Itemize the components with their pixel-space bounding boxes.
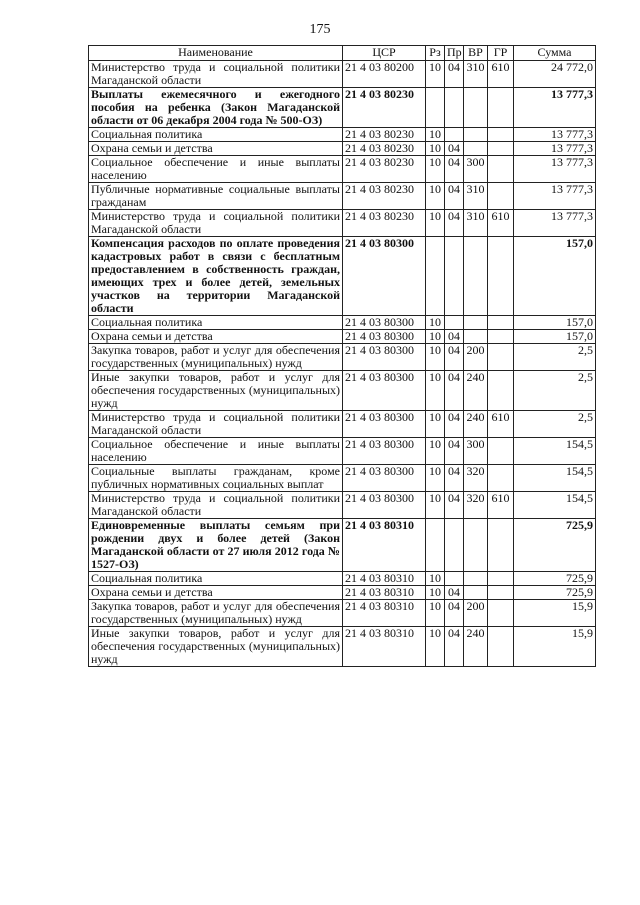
cell-name: Социальное обеспечение и иные выплаты населению xyxy=(89,438,343,465)
cell-gr xyxy=(488,627,514,667)
cell-sum: 15,9 xyxy=(514,600,596,627)
cell-name: Охрана семьи и детства xyxy=(89,330,343,344)
cell-vr: 300 xyxy=(464,438,488,465)
cell-vr xyxy=(464,88,488,128)
cell-name: Выплаты ежемесячного и ежегодного пособия на ребенка (Закон Магаданской области от 06 декабря 2004 года № 500-ОЗ) xyxy=(89,88,343,128)
cell-gr: 610 xyxy=(488,61,514,88)
cell-sum: 157,0 xyxy=(514,237,596,316)
cell-sum: 13 777,3 xyxy=(514,156,596,183)
cell-sum: 725,9 xyxy=(514,586,596,600)
cell-sum: 13 777,3 xyxy=(514,183,596,210)
cell-name: Министерство труда и социальной политики Магаданской области xyxy=(89,61,343,88)
cell-csr: 21 4 03 80300 xyxy=(343,330,426,344)
cell-pr: 04 xyxy=(445,183,464,210)
cell-sum: 154,5 xyxy=(514,465,596,492)
cell-sum: 2,5 xyxy=(514,344,596,371)
cell-gr: 610 xyxy=(488,210,514,237)
cell-sum: 157,0 xyxy=(514,330,596,344)
header-sum: Сумма xyxy=(514,46,596,61)
cell-vr xyxy=(464,586,488,600)
cell-name: Закупка товаров, работ и услуг для обеспечения государственных (муниципальных) нужд xyxy=(89,344,343,371)
cell-rz: 10 xyxy=(426,61,445,88)
cell-pr: 04 xyxy=(445,371,464,411)
cell-gr xyxy=(488,128,514,142)
cell-rz: 10 xyxy=(426,600,445,627)
cell-gr xyxy=(488,371,514,411)
cell-vr: 200 xyxy=(464,344,488,371)
cell-sum: 24 772,0 xyxy=(514,61,596,88)
cell-name: Социальная политика xyxy=(89,572,343,586)
cell-csr: 21 4 03 80300 xyxy=(343,411,426,438)
table-row xyxy=(89,438,596,465)
header-vr: ВР xyxy=(464,46,488,61)
cell-vr: 320 xyxy=(464,465,488,492)
cell-pr: 04 xyxy=(445,411,464,438)
cell-name: Социальная политика xyxy=(89,316,343,330)
header-rz: Рз xyxy=(426,46,445,61)
cell-gr: 610 xyxy=(488,492,514,519)
cell-name: Публичные нормативные социальные выплаты гражданам xyxy=(89,183,343,210)
cell-pr: 04 xyxy=(445,61,464,88)
cell-csr: 21 4 03 80300 xyxy=(343,492,426,519)
cell-csr: 21 4 03 80230 xyxy=(343,142,426,156)
cell-csr: 21 4 03 80300 xyxy=(343,316,426,330)
cell-pr: 04 xyxy=(445,586,464,600)
page-number: 175 xyxy=(309,22,331,37)
cell-rz: 10 xyxy=(426,411,445,438)
cell-rz xyxy=(426,88,445,128)
table-row xyxy=(89,237,596,316)
table-header-row xyxy=(89,46,596,61)
table-row xyxy=(89,88,596,128)
cell-pr: 04 xyxy=(445,438,464,465)
cell-rz: 10 xyxy=(426,492,445,519)
cell-rz: 10 xyxy=(426,128,445,142)
cell-name: Охрана семьи и детства xyxy=(89,586,343,600)
cell-csr: 21 4 03 80300 xyxy=(343,237,426,316)
table-row xyxy=(89,627,596,667)
cell-vr xyxy=(464,316,488,330)
cell-name: Министерство труда и социальной политики Магаданской области xyxy=(89,411,343,438)
cell-vr: 310 xyxy=(464,210,488,237)
table-row xyxy=(89,600,596,627)
cell-name: Министерство труда и социальной политики Магаданской области xyxy=(89,492,343,519)
table-body xyxy=(89,61,596,667)
header-csr: ЦСР xyxy=(343,46,426,61)
table-row xyxy=(89,371,596,411)
cell-sum: 13 777,3 xyxy=(514,128,596,142)
cell-rz: 10 xyxy=(426,586,445,600)
cell-vr: 240 xyxy=(464,627,488,667)
table-row xyxy=(89,330,596,344)
cell-gr xyxy=(488,142,514,156)
cell-csr: 21 4 03 80230 xyxy=(343,88,426,128)
cell-pr: 04 xyxy=(445,330,464,344)
table-row xyxy=(89,411,596,438)
cell-vr xyxy=(464,128,488,142)
cell-sum: 154,5 xyxy=(514,492,596,519)
table-row xyxy=(89,586,596,600)
cell-gr xyxy=(488,330,514,344)
cell-sum: 154,5 xyxy=(514,438,596,465)
cell-rz: 10 xyxy=(426,156,445,183)
cell-rz xyxy=(426,237,445,316)
table-row xyxy=(89,492,596,519)
cell-pr: 04 xyxy=(445,344,464,371)
table-row xyxy=(89,210,596,237)
cell-gr xyxy=(488,438,514,465)
cell-vr: 310 xyxy=(464,61,488,88)
cell-vr xyxy=(464,330,488,344)
cell-vr: 320 xyxy=(464,492,488,519)
cell-sum: 725,9 xyxy=(514,572,596,586)
cell-rz: 10 xyxy=(426,344,445,371)
cell-gr xyxy=(488,156,514,183)
cell-name: Закупка товаров, работ и услуг для обеспечения государственных (муниципальных) нужд xyxy=(89,600,343,627)
cell-sum: 15,9 xyxy=(514,627,596,667)
cell-csr: 21 4 03 80310 xyxy=(343,627,426,667)
table-row xyxy=(89,344,596,371)
cell-name: Охрана семьи и детства xyxy=(89,142,343,156)
cell-vr: 240 xyxy=(464,411,488,438)
cell-pr: 04 xyxy=(445,465,464,492)
cell-csr: 21 4 03 80230 xyxy=(343,183,426,210)
cell-pr: 04 xyxy=(445,627,464,667)
table-row xyxy=(89,142,596,156)
cell-csr: 21 4 03 80300 xyxy=(343,438,426,465)
header-name: Наименование xyxy=(89,46,343,61)
cell-sum: 725,9 xyxy=(514,519,596,572)
cell-gr xyxy=(488,465,514,492)
cell-gr xyxy=(488,586,514,600)
cell-name: Иные закупки товаров, работ и услуг для обеспечения государственных (муниципальных) нужд xyxy=(89,371,343,411)
cell-rz xyxy=(426,519,445,572)
cell-csr: 21 4 03 80200 xyxy=(343,61,426,88)
cell-vr: 310 xyxy=(464,183,488,210)
cell-pr xyxy=(445,316,464,330)
table-row xyxy=(89,465,596,492)
cell-pr xyxy=(445,237,464,316)
cell-csr: 21 4 03 80300 xyxy=(343,344,426,371)
cell-csr: 21 4 03 80230 xyxy=(343,210,426,237)
cell-name: Компенсация расходов по оплате проведения кадастровых работ в связи с бесплатным предоставлением в собственность граждан, имеющих трех и более детей, земельных участков на территории Магаданской области xyxy=(89,237,343,316)
cell-name: Единовременные выплаты семьям при рождении двух и более детей (Закон Магаданской области от 27 июля 2012 года № 1527-ОЗ) xyxy=(89,519,343,572)
cell-rz: 10 xyxy=(426,142,445,156)
cell-sum: 2,5 xyxy=(514,411,596,438)
cell-csr: 21 4 03 80300 xyxy=(343,465,426,492)
budget-table xyxy=(88,45,596,667)
cell-vr xyxy=(464,237,488,316)
cell-csr: 21 4 03 80230 xyxy=(343,156,426,183)
cell-sum: 13 777,3 xyxy=(514,88,596,128)
cell-rz: 10 xyxy=(426,371,445,411)
cell-pr: 04 xyxy=(445,492,464,519)
cell-pr xyxy=(445,572,464,586)
cell-gr xyxy=(488,316,514,330)
cell-name: Министерство труда и социальной политики Магаданской области xyxy=(89,210,343,237)
cell-csr: 21 4 03 80310 xyxy=(343,586,426,600)
cell-pr xyxy=(445,519,464,572)
cell-vr xyxy=(464,519,488,572)
cell-rz: 10 xyxy=(426,330,445,344)
cell-name: Социальное обеспечение и иные выплаты населению xyxy=(89,156,343,183)
cell-vr: 200 xyxy=(464,600,488,627)
cell-gr xyxy=(488,344,514,371)
table-row xyxy=(89,572,596,586)
table-row xyxy=(89,128,596,142)
cell-name: Иные закупки товаров, работ и услуг для обеспечения государственных (муниципальных) нужд xyxy=(89,627,343,667)
cell-rz: 10 xyxy=(426,465,445,492)
cell-gr xyxy=(488,572,514,586)
cell-csr: 21 4 03 80300 xyxy=(343,371,426,411)
cell-gr xyxy=(488,237,514,316)
cell-rz: 10 xyxy=(426,627,445,667)
cell-csr: 21 4 03 80310 xyxy=(343,600,426,627)
cell-name: Социальные выплаты гражданам, кроме публичных нормативных социальных выплат xyxy=(89,465,343,492)
cell-sum: 13 777,3 xyxy=(514,210,596,237)
table-row xyxy=(89,61,596,88)
cell-csr: 21 4 03 80310 xyxy=(343,572,426,586)
cell-sum: 13 777,3 xyxy=(514,142,596,156)
cell-vr: 300 xyxy=(464,156,488,183)
cell-pr: 04 xyxy=(445,600,464,627)
cell-pr: 04 xyxy=(445,142,464,156)
cell-vr xyxy=(464,142,488,156)
cell-csr: 21 4 03 80230 xyxy=(343,128,426,142)
table-row xyxy=(89,519,596,572)
cell-pr xyxy=(445,128,464,142)
cell-rz: 10 xyxy=(426,572,445,586)
cell-gr xyxy=(488,519,514,572)
cell-vr xyxy=(464,572,488,586)
header-pr: Пр xyxy=(445,46,464,61)
cell-pr: 04 xyxy=(445,156,464,183)
cell-sum: 2,5 xyxy=(514,371,596,411)
table-row xyxy=(89,156,596,183)
cell-vr: 240 xyxy=(464,371,488,411)
cell-sum: 157,0 xyxy=(514,316,596,330)
cell-gr xyxy=(488,183,514,210)
cell-name: Социальная политика xyxy=(89,128,343,142)
header-gr: ГР xyxy=(488,46,514,61)
cell-csr: 21 4 03 80310 xyxy=(343,519,426,572)
cell-pr xyxy=(445,88,464,128)
cell-rz: 10 xyxy=(426,316,445,330)
cell-gr: 610 xyxy=(488,411,514,438)
cell-rz: 10 xyxy=(426,183,445,210)
cell-gr xyxy=(488,600,514,627)
cell-pr: 04 xyxy=(445,210,464,237)
table-row xyxy=(89,316,596,330)
table-row xyxy=(89,183,596,210)
cell-gr xyxy=(488,88,514,128)
cell-rz: 10 xyxy=(426,210,445,237)
cell-rz: 10 xyxy=(426,438,445,465)
